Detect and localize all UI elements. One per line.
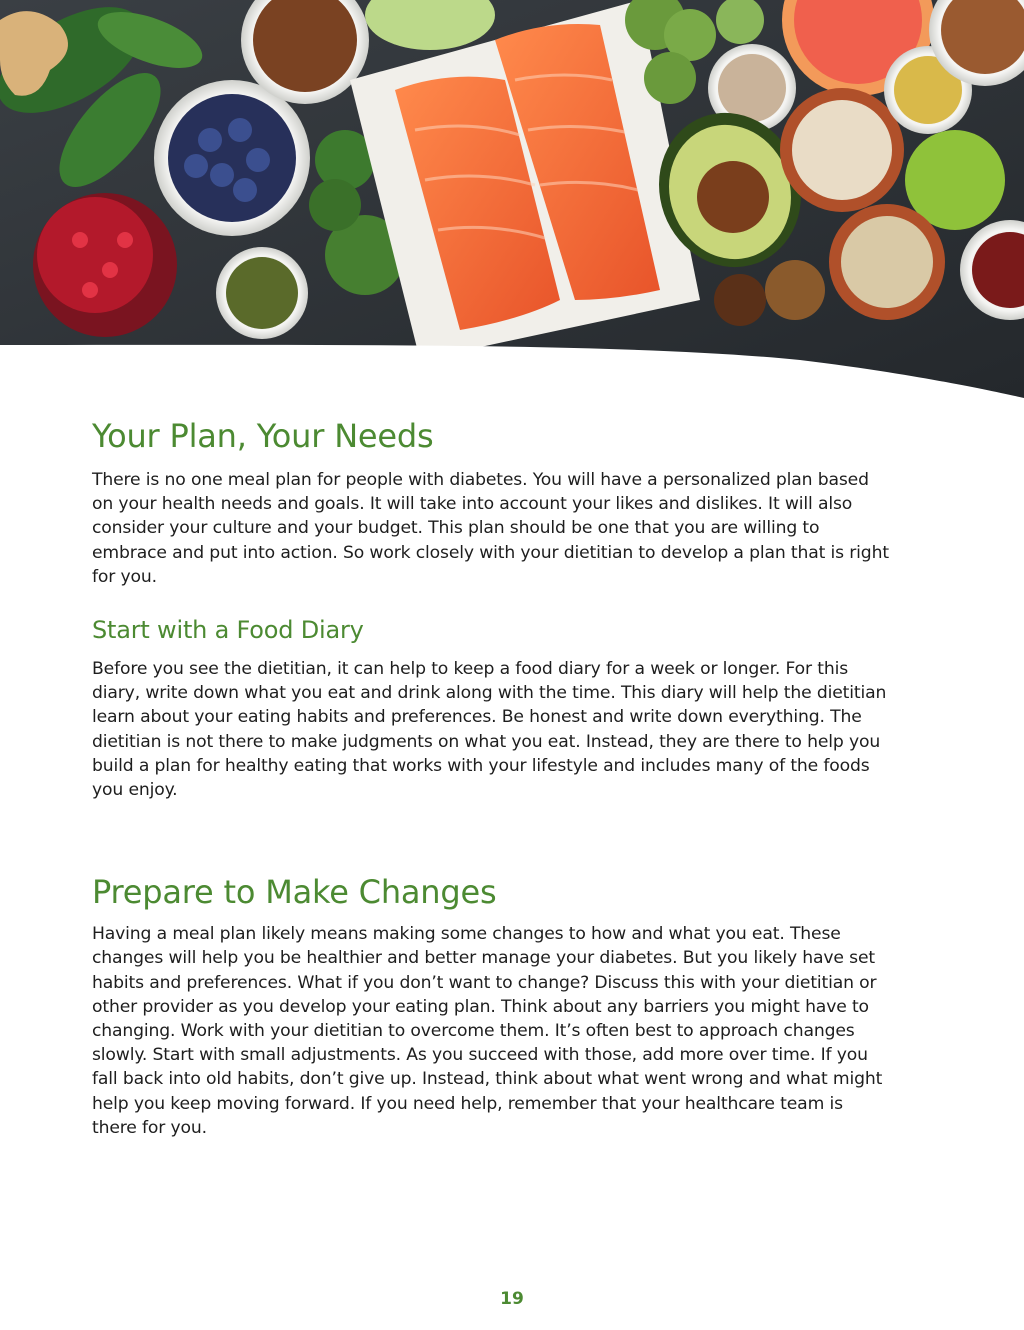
section-body-prepare-changes: Having a meal plan likely means making some changes to how and what you eat. These changes will help you be healthier and better manage your diabetes. But you likely have set habits and preferences. What if you don’t want to change? Discuss this with your dietitian or other provider as you develop your eating plan. Think about any barriers you might have to changing. Work with your dietitian to overcome them. It’s often best to approach changes slowly. Start with small adjustments. As you succeed with those, add more over time. If you fall back into old habits, don’t give up. Instead, think about what went wrong and what might help you keep moving forward. If you need help, remember that your healthcare team is there for you. [92,924,883,1138]
article-content [92,414,892,1140]
section-body-your-plan: There is no one meal plan for people with diabetes. You will have a personalized plan based on your health needs and goals. It will take into account your likes and dislikes. It will also consider your culture and your budget. This plan should be one that you are willing to embrace and put into action. So work closely with your dietitian to develop a plan that is right for you. [92,470,889,587]
section-title-food-diary: Start with a Food Diary [92,616,364,645]
section-body-food-diary: Before you see the dietitian, it can help to keep a food diary for a week or longer. For this diary, write down what you eat and drink along with the time. This diary will help the dietitian learn about your eating habits and preferences. Be honest and write down everything. The dietitian is not there to make judgments on what you eat. Instead, they are there to help you build a plan for healthy eating that works with your lifestyle and includes many of the foods you enjoy. [92,659,887,801]
section-title-your-plan: Your Plan, Your Needs [92,417,434,455]
section-title-prepare-changes: Prepare to Make Changes [92,873,497,912]
page-number: 19 [500,1289,524,1309]
hero-food-photo [0,0,1024,400]
